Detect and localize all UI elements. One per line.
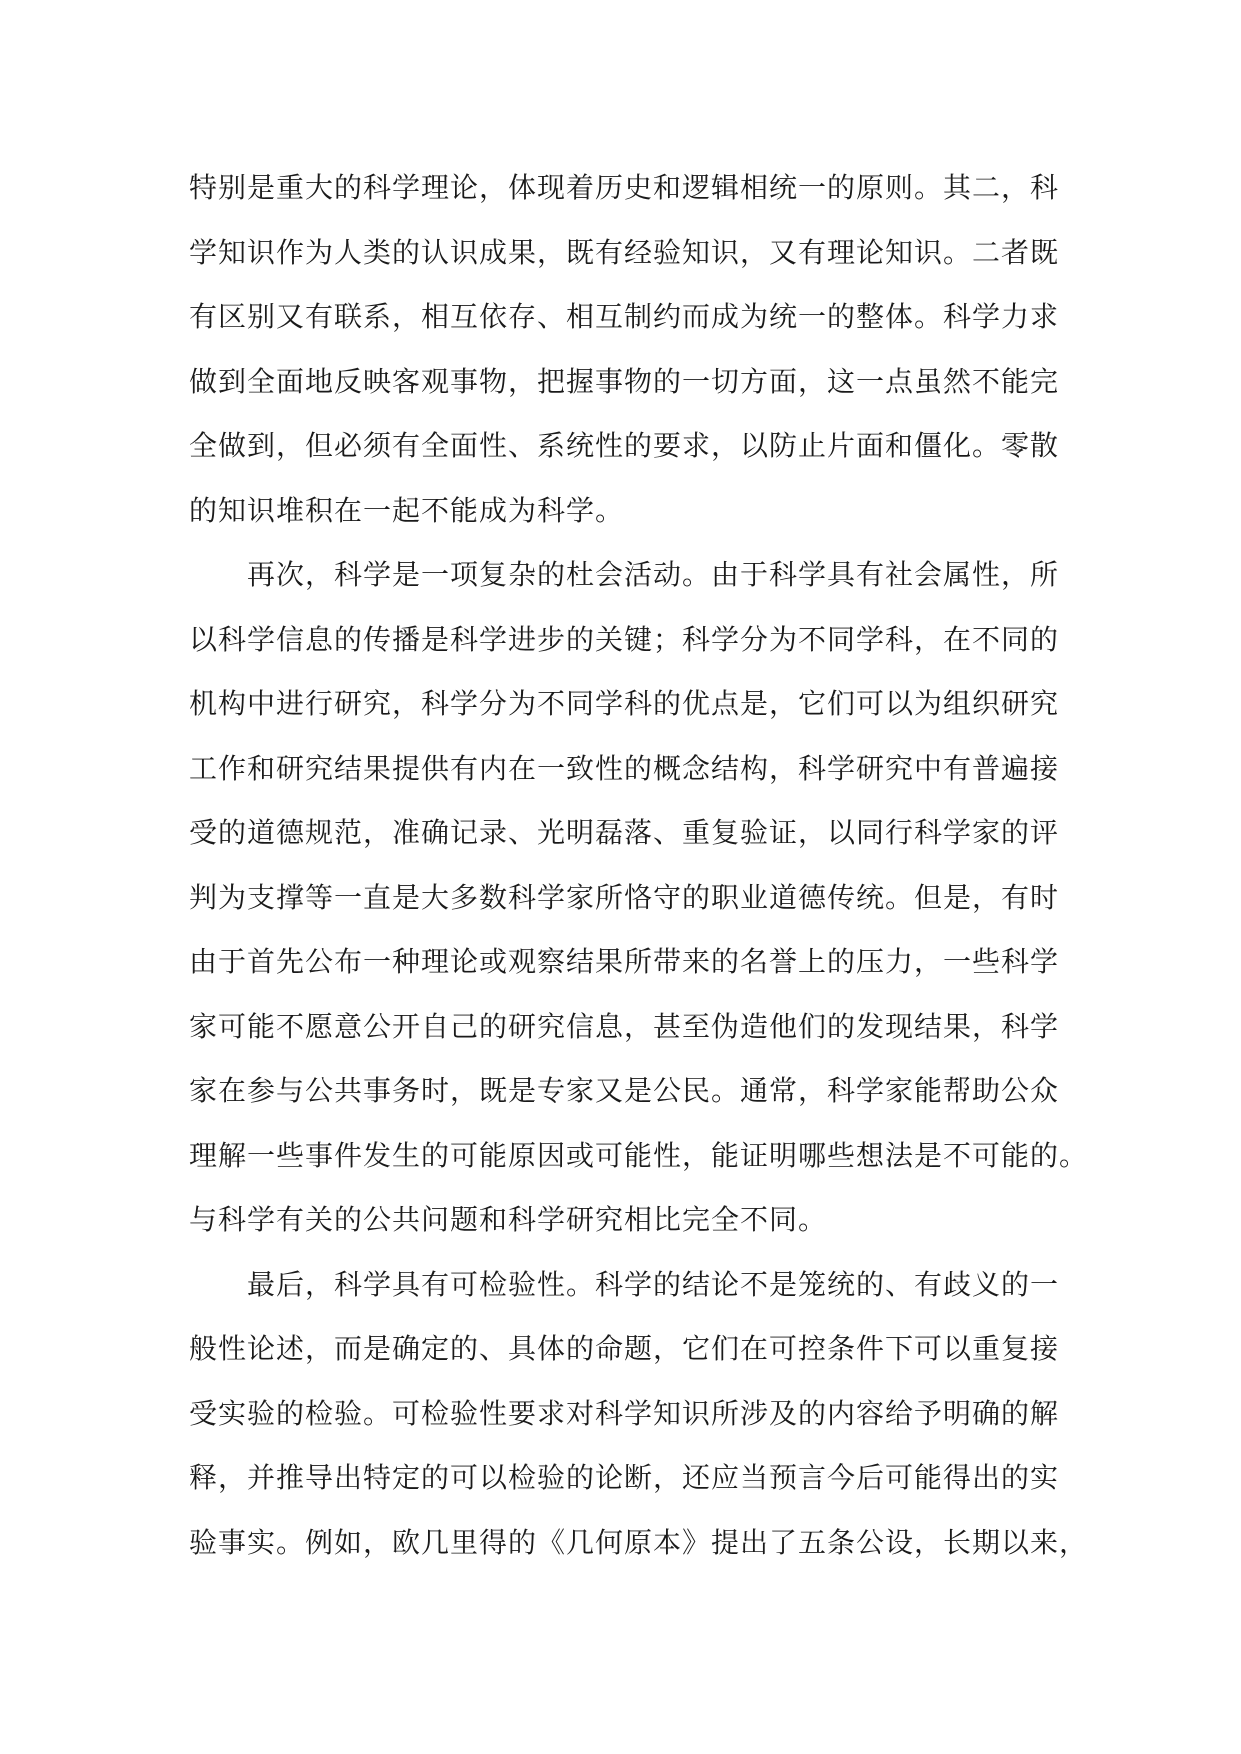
text-line: 工作和研究结果提供有内在一致性的概念结构，科学研究中有普遍接	[189, 751, 1060, 785]
text-line: 由于首先公布一种理论或观察结果所带来的名誉上的压力，一些科学	[189, 945, 1060, 978]
text-line: 机构中进行研究，科学分为不同学科的优点是，它们可以为组织研究	[189, 687, 1060, 720]
text-line: 再次，科学是一项复杂的杜会活动。由于科学具有社会属性，所	[247, 558, 1060, 591]
text-line: 学知识作为人类的认识成果，既有经验知识，又有理论知识。二者既	[189, 235, 1060, 269]
text-line: 受的道德规范，准确记录、光明磊落、重复验证，以同行科学家的评	[189, 816, 1060, 849]
text-line: 做到全面地反映客观事物，把握事物的一切方面，这一点虽然不能完	[189, 364, 1060, 398]
text-line: 以科学信息的传播是科学进步的关键；科学分为不同学科，在不同的	[189, 622, 1060, 656]
text-line: 特别是重大的科学理论，体现着历史和逻辑相统一的原则。其二，科	[189, 171, 1060, 204]
text-line: 有区别又有联系，相互依存、相互制约而成为统一的整体。科学力求	[189, 300, 1060, 333]
text-line: 全做到，但必须有全面性、系统性的要求，以防止片面和僵化。零散	[189, 429, 1060, 462]
text-line: 的知识堆积在一起不能成为科学。	[189, 493, 625, 527]
text-line: 理解一些事件发生的可能原因或可能性，能证明哪些想法是不可能的。	[189, 1138, 1089, 1172]
text-line: 家在参与公共事务时，既是专家又是公民。通常，科学家能帮助公众	[189, 1074, 1060, 1107]
text-line: 验事实。例如，欧几里得的《几何原本》提出了五条公设，长期以来，	[189, 1525, 1089, 1559]
text-line: 般性论述，而是确定的、具体的命题，它们在可控条件下可以重复接	[189, 1332, 1060, 1365]
text-line: 最后，科学具有可检验性。科学的结论不是笼统的、有歧义的一	[247, 1267, 1060, 1301]
text-line: 与科学有关的公共问题和科学研究相比完全不同。	[189, 1203, 828, 1236]
body-text	[189, 156, 1089, 1575]
text-line: 家可能不愿意公开自己的研究信息，甚至伪造他们的发现结果，科学	[189, 1009, 1060, 1043]
text-line: 受实验的检验。可检验性要求对科学知识所涉及的内容给予明确的解	[189, 1396, 1060, 1430]
text-line: 释，并推导出特定的可以检验的论断，还应当预言今后可能得出的实	[189, 1461, 1060, 1494]
text-line: 判为支撑等一直是大多数科学家所恪守的职业道德传统。但是，有时	[189, 880, 1060, 914]
